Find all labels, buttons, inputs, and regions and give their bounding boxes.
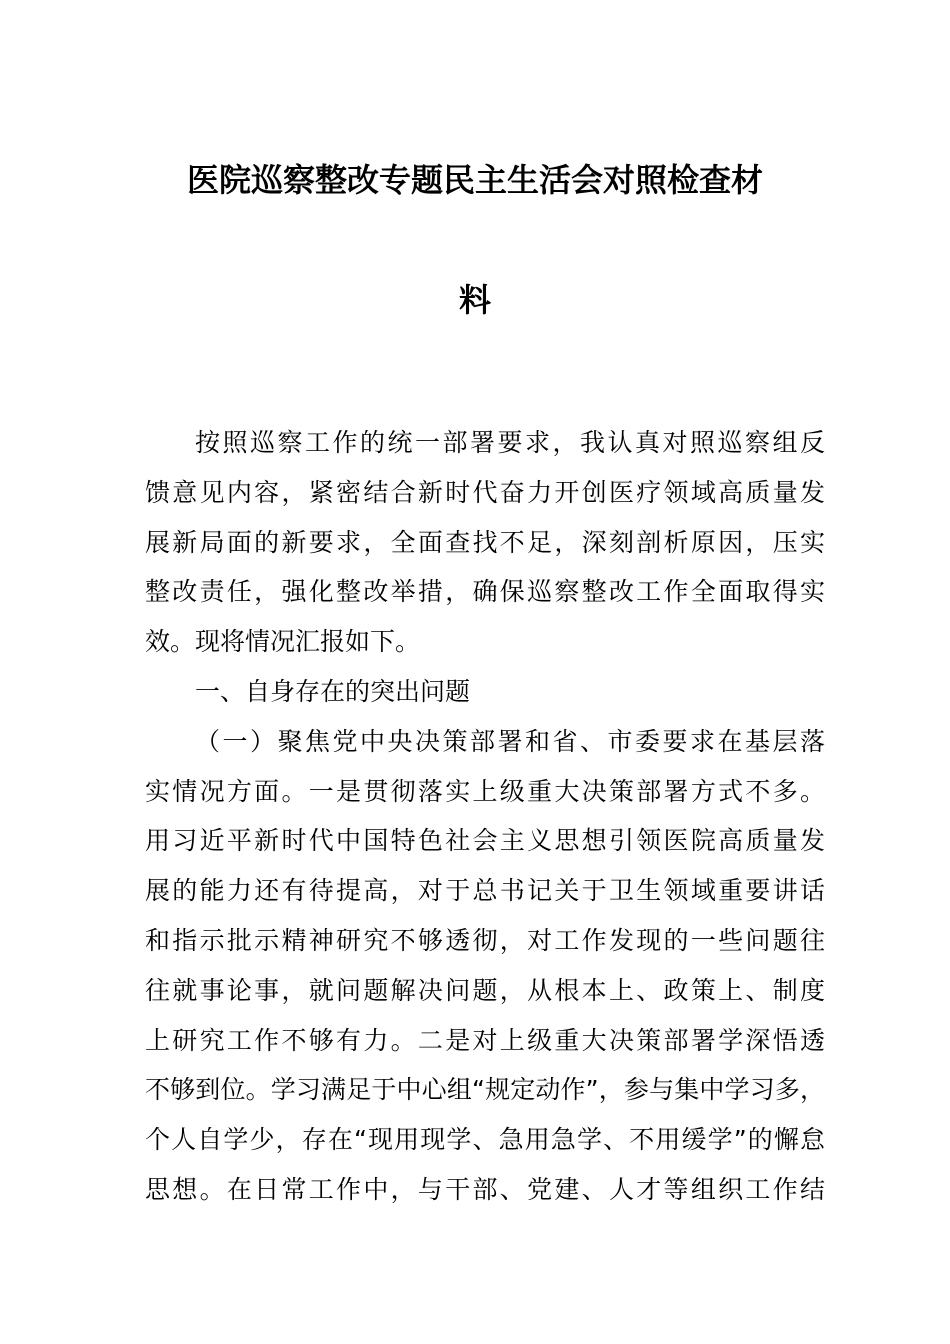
document-body	[145, 418, 825, 1215]
document-title-line-1: 医院巡察整改专题民主生活会对照检查材	[186, 161, 763, 199]
section-heading: 一、自身存在的突出问题	[195, 676, 471, 706]
body-line: 上研究工作不够有力。二是对上级重大决策部署学深悟透	[145, 1025, 825, 1055]
body-line: 实情况方面。一是贯彻落实上级重大决策部署方式不多。	[145, 776, 825, 806]
body-line: 个人自学少，存在“现用现学、急用急学、不用缓学”的懈怠	[145, 1125, 825, 1155]
subsection-heading: （一）聚焦党中央决策部署和省、市委要求在基层落	[195, 726, 825, 756]
body-line: 展的能力还有待提高，对于总书记关于卫生领域重要讲话	[145, 876, 825, 906]
body-line: 思想。在日常工作中，与干部、党建、人才等组织工作结	[145, 1174, 825, 1204]
body-line: 整改责任，强化整改举措，确保巡察整改工作全面取得实	[145, 577, 825, 607]
body-line: 馈意见内容，紧密结合新时代奋力开创医疗领域高质量发	[145, 477, 825, 507]
body-line: 不够到位。学习满足于中心组“规定动作”，参与集中学习多，	[145, 1075, 825, 1105]
body-line: 展新局面的新要求，全面查找不足，深刻剖析原因，压实	[145, 527, 825, 557]
body-line: 和指示批示精神研究不够透彻，对工作发现的一些问题往	[145, 925, 825, 955]
body-line: 按照巡察工作的统一部署要求，我认真对照巡察组反	[195, 428, 825, 457]
body-line: 用习近平新时代中国特色社会主义思想引领医院高质量发	[145, 826, 825, 856]
body-line: 效。现将情况汇报如下。	[145, 627, 421, 657]
document-title-line-2: 料	[458, 281, 491, 319]
body-line: 往就事论事，就问题解决问题，从根本上、政策上、制度	[145, 975, 825, 1005]
